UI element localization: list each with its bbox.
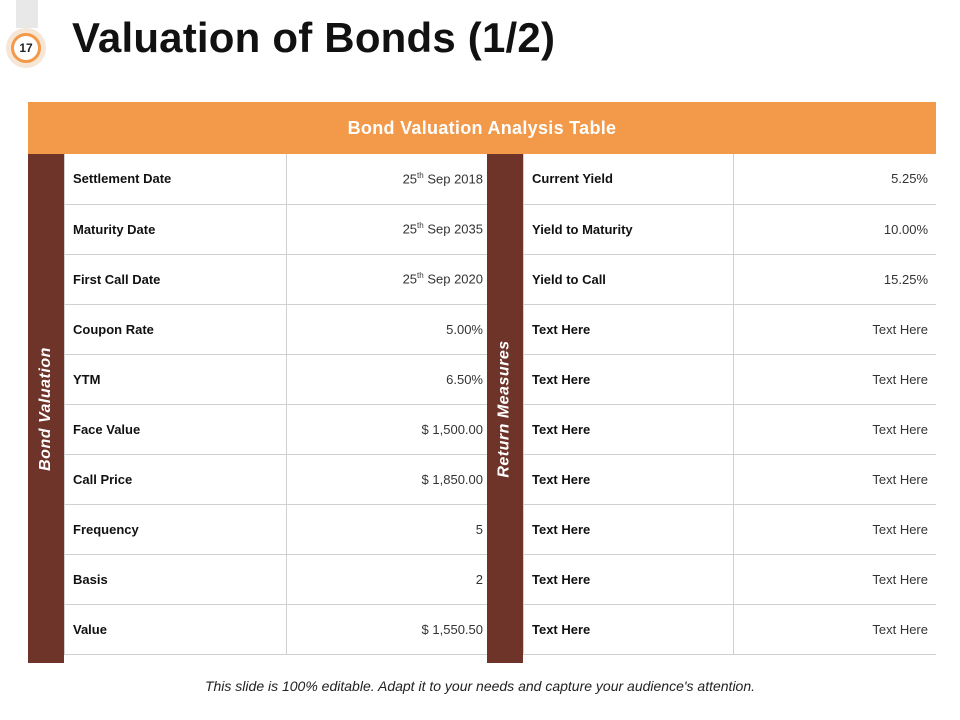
row-value: Text Here: [733, 554, 936, 604]
right-side-band: [487, 154, 523, 663]
table-row: [65, 154, 488, 204]
table-row: [65, 304, 488, 354]
bond-valuation-table: [28, 102, 936, 663]
table-header: Bond Valuation Analysis Table: [28, 102, 936, 154]
row-value: $ 1,500.00: [286, 404, 487, 454]
row-value: 25th Sep 2020: [286, 254, 487, 304]
table-row: [524, 304, 937, 354]
table-row: [524, 354, 937, 404]
slide-title: Valuation of Bonds (1/2): [72, 14, 556, 61]
row-label: Value: [65, 604, 287, 654]
slide-number: 17: [11, 33, 41, 63]
table-row: [65, 254, 488, 304]
row-label: Settlement Date: [65, 154, 287, 204]
table-row: [65, 604, 488, 654]
row-label: Text Here: [524, 404, 734, 454]
row-label: Text Here: [524, 454, 734, 504]
right-band-label: Return Measures: [496, 339, 514, 478]
table-row: [524, 504, 937, 554]
row-label: Maturity Date: [65, 204, 287, 254]
row-value: Text Here: [733, 354, 936, 404]
table-row: [65, 354, 488, 404]
table-row: [65, 554, 488, 604]
table-row: [524, 154, 937, 204]
row-label: Current Yield: [524, 154, 734, 204]
row-value: Text Here: [733, 304, 936, 354]
table-row: [65, 504, 488, 554]
row-label: Coupon Rate: [65, 304, 287, 354]
left-band-label: Bond Valuation: [37, 346, 55, 471]
row-label: Text Here: [524, 304, 734, 354]
row-label: Yield to Maturity: [524, 204, 734, 254]
row-label: First Call Date: [65, 254, 287, 304]
table-row: [65, 204, 488, 254]
row-value: 25th Sep 2035: [286, 204, 487, 254]
row-label: Face Value: [65, 404, 287, 454]
table-row: [524, 554, 937, 604]
table-row: [65, 454, 488, 504]
row-value: Text Here: [733, 404, 936, 454]
table-row: [524, 204, 937, 254]
row-label: YTM: [65, 354, 287, 404]
table-row: [65, 404, 488, 454]
left-side-band: [28, 154, 64, 663]
row-value: 5.25%: [733, 154, 936, 204]
top-accent-bar: [16, 0, 38, 28]
row-label: Text Here: [524, 554, 734, 604]
row-label: Call Price: [65, 454, 287, 504]
footer-note: This slide is 100% editable. Adapt it to your needs and capture your audience's attention.: [204, 678, 756, 694]
row-label: Text Here: [524, 354, 734, 404]
row-value: 15.25%: [733, 254, 936, 304]
row-label: Text Here: [524, 504, 734, 554]
row-value: 5.00%: [286, 304, 487, 354]
row-value: 10.00%: [733, 204, 936, 254]
slide-number-badge: [6, 28, 46, 68]
row-value: Text Here: [733, 604, 936, 654]
table-row: [524, 604, 937, 654]
row-value: Text Here: [733, 454, 936, 504]
row-value: 2: [286, 554, 487, 604]
row-label: Basis: [65, 554, 287, 604]
row-value: $ 1,550.50: [286, 604, 487, 654]
table-row: [524, 404, 937, 454]
bond-valuation-grid: [64, 154, 487, 655]
row-label: Text Here: [524, 604, 734, 654]
table-row: [524, 254, 937, 304]
row-label: Yield to Call: [524, 254, 734, 304]
row-label: Frequency: [65, 504, 287, 554]
row-value: 25th Sep 2018: [286, 154, 487, 204]
table-row: [524, 454, 937, 504]
row-value: 5: [286, 504, 487, 554]
return-measures-grid: [523, 154, 936, 655]
row-value: $ 1,850.00: [286, 454, 487, 504]
row-value: 6.50%: [286, 354, 487, 404]
row-value: Text Here: [733, 504, 936, 554]
